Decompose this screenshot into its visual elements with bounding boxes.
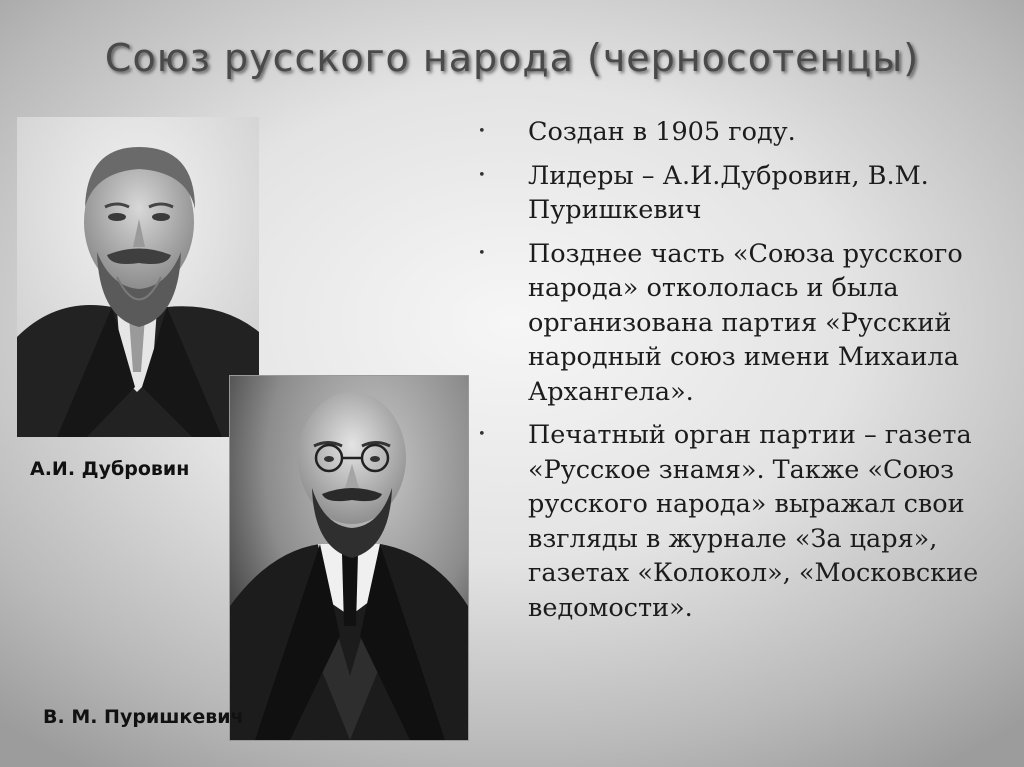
bullet-text: Лидеры – А.И.Дубровин, В.М. Пуришкевич: [528, 160, 929, 225]
bullet-marker: •: [478, 427, 486, 442]
bullet-list: [478, 115, 998, 634]
bullet-item: [478, 115, 998, 150]
portrait-dubrovin-image: [17, 117, 259, 437]
portrait-purishkevich: [230, 376, 468, 740]
bullet-marker: •: [478, 124, 486, 139]
caption-purishkevich: В. М. Пуришкевич: [43, 706, 244, 728]
bullet-text: Позднее часть «Союза русского народа» откололась и была организована партия «Русский народный союз имени Михаила Архангела».: [528, 238, 963, 407]
bullet-item: [478, 418, 998, 625]
portrait-dubrovin: [17, 117, 259, 437]
portrait-purishkevich-image: [230, 376, 468, 740]
bullet-text: Создан в 1905 году.: [528, 117, 796, 147]
caption-dubrovin: А.И. Дубровин: [30, 458, 190, 480]
bullet-marker: •: [478, 167, 486, 183]
bullet-marker: •: [478, 245, 486, 261]
bullet-item: [478, 237, 998, 410]
bullet-text: Печатный орган партии – газета «Русское знамя». Также «Союз русского народа» выражал свои взгляды в журнале «За царя», газетах «Колокол», «Московские ведомости».: [528, 420, 979, 623]
slide-title: Союз русского народа (черносотенцы): [104, 36, 920, 80]
bullet-item: [478, 159, 998, 228]
